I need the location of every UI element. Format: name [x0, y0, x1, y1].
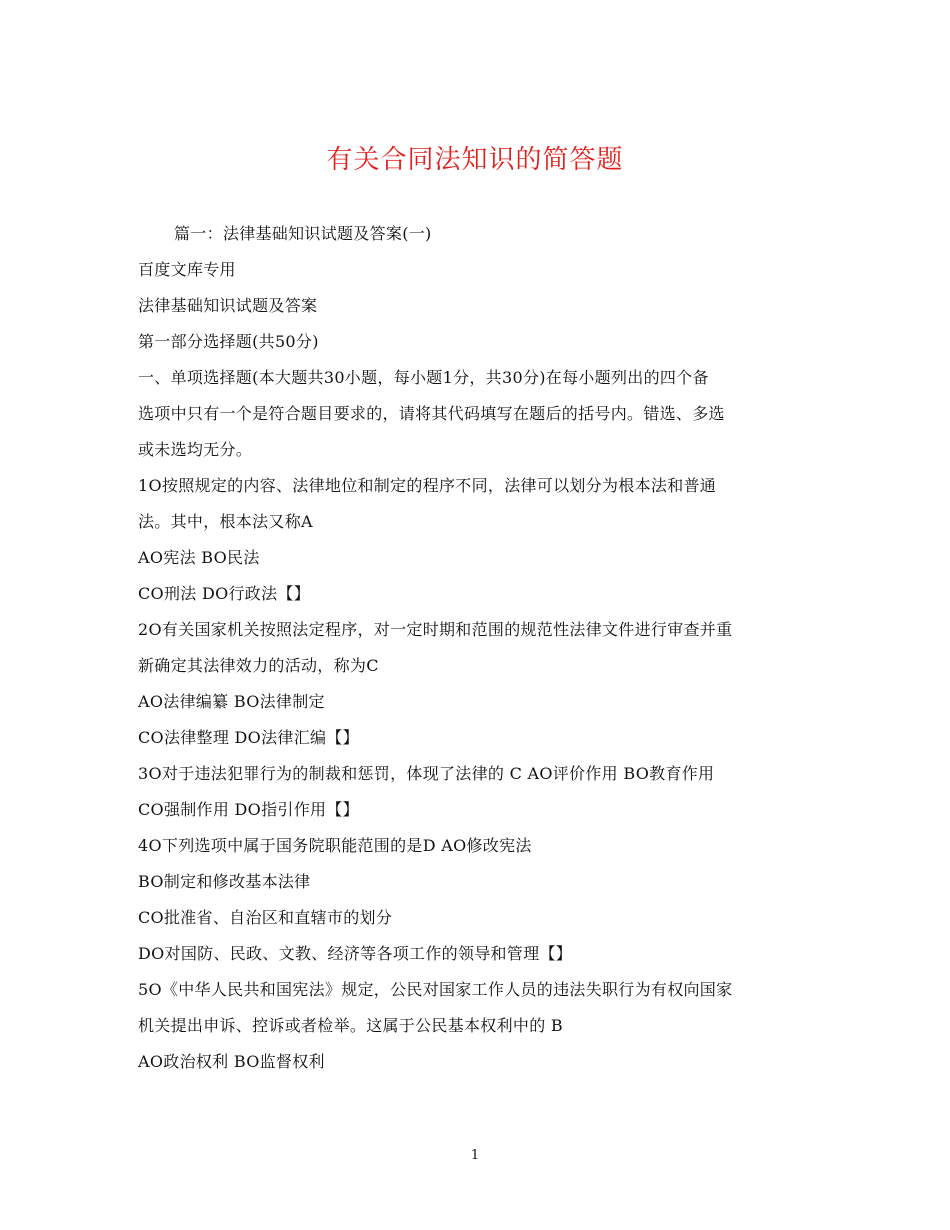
question-line: 4O下列选项中属于国务院职能范围的是D AO修改宪法 [138, 836, 532, 855]
document-title: 有关合同法知识的简答题 [326, 145, 624, 175]
option-line: CO强制作用 DO指引作用【】 [138, 800, 359, 819]
question-line: 法。其中，根本法又称A [138, 512, 313, 531]
text-line: 选项中只有一个是符合题目要求的，请将其代码填写在题后的括号内。错选、多选 [138, 404, 725, 423]
question-line: 5O《中华人民共和国宪法》规定，公民对国家工作人员的违法失职行为有权向国家 [138, 980, 733, 999]
option-line: CO刑法 DO行政法【】 [138, 584, 310, 603]
document-body [138, 216, 818, 1080]
option-line: AO法律编纂 BO法律制定 [138, 692, 325, 711]
question-line: 新确定其法律效力的活动，称为C [138, 656, 379, 675]
question-line: 1O按照规定的内容、法律地位和制定的程序不同，法律可以划分为根本法和普通 [138, 476, 717, 495]
question-line: 3O对于违法犯罪行为的制裁和惩罚，体现了法律的 C AO评价作用 BO教育作用 [138, 764, 715, 783]
text-line: 第一部分选择题(共50分) [138, 332, 319, 351]
option-line: BO制定和修改基本法律 [138, 872, 311, 891]
page-number: 1 [470, 1148, 480, 1163]
section-heading: 篇一：法律基础知识试题及答案(一) [174, 224, 432, 243]
question-line: 机关提出申诉、控诉或者检举。这属于公民基本权利中的 B [138, 1016, 563, 1035]
text-line: 一、单项选择题(本大题共30小题，每小题1分，共30分)在每小题列出的四个备 [138, 368, 709, 387]
question-line: 2O有关国家机关按照法定程序，对一定时期和范围的规范性法律文件进行审查并重 [138, 620, 733, 639]
option-line: CO法律整理 DO法律汇编【】 [138, 728, 359, 747]
option-line: CO批准省、自治区和直辖市的划分 [138, 908, 393, 927]
text-line: 法律基础知识试题及答案 [138, 296, 318, 315]
option-line: AO政治权利 BO监督权利 [138, 1052, 325, 1071]
text-line: 百度文库专用 [138, 260, 236, 279]
option-line: DO对国防、民政、文教、经济等各项工作的领导和管理【】 [138, 944, 573, 963]
option-line: AO宪法 BO民法 [138, 548, 260, 567]
text-line: 或未选均无分。 [138, 440, 253, 459]
